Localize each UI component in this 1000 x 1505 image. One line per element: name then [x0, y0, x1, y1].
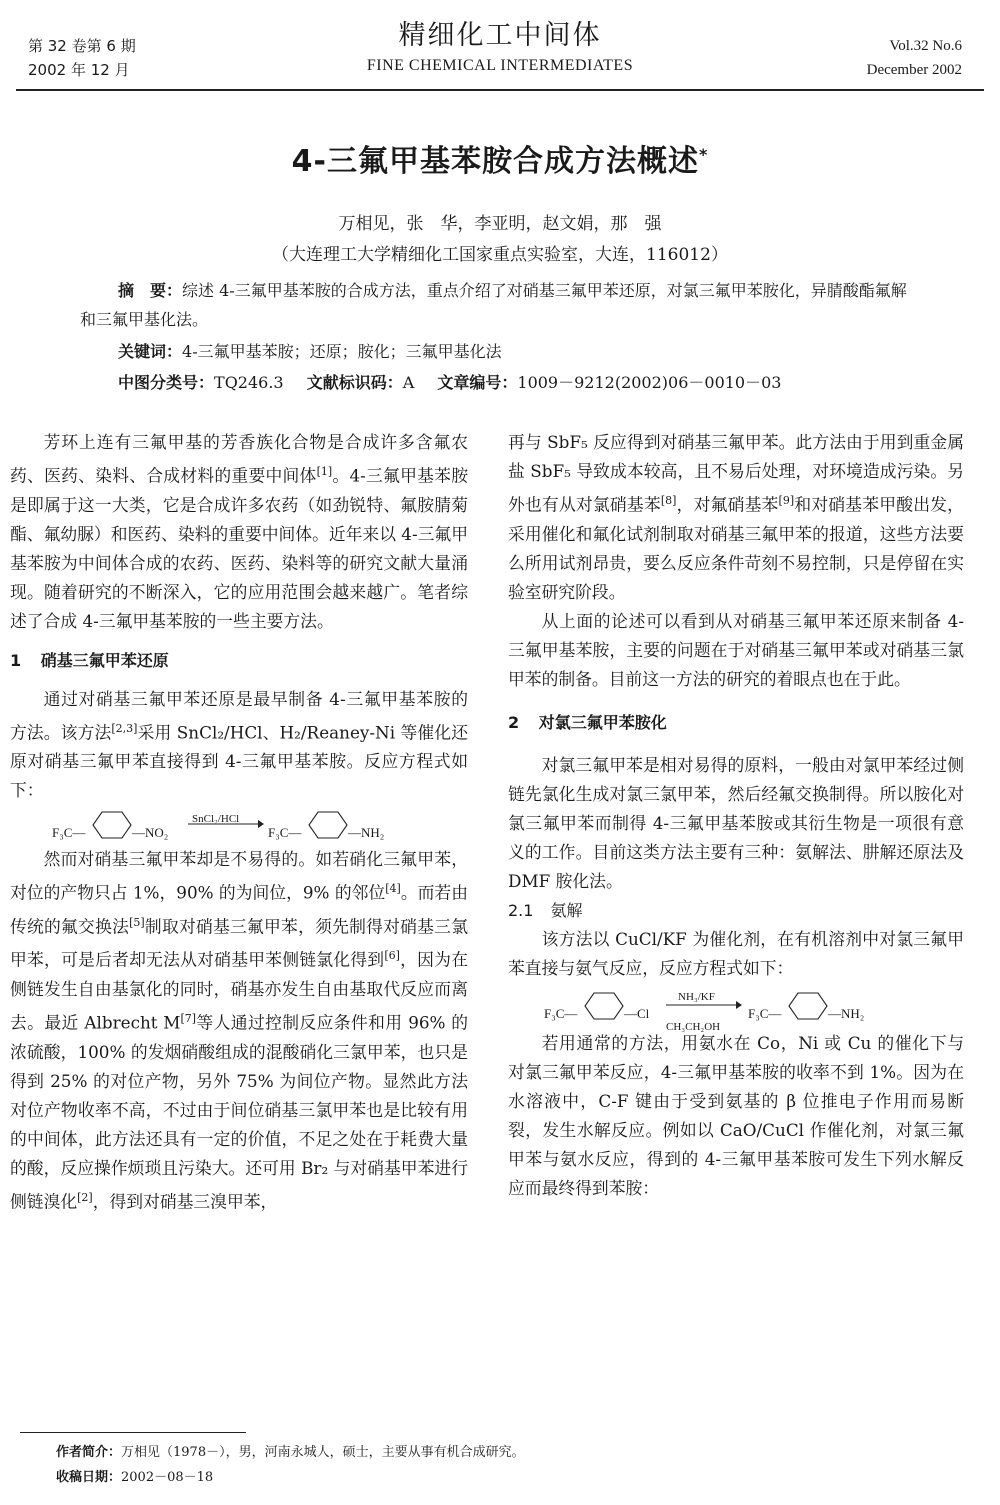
- eq1-product-group: —NH₂: [348, 825, 385, 841]
- articleno-value: 1009－9212(2002)06－0010－03: [517, 373, 782, 392]
- classification-line: [118, 371, 781, 395]
- s1p2-text-e: 等人通过控制反应条件和用 96% 的浓硫酸，100% 的发烟硝酸组成的混酸硝化三氯甲苯，也只是得到 25% 的对位产物，另外 75% 为间位产物。显然此方法对位产物收率不高，不过由于间位硝基三氯甲苯也是比较有用的中间体，此方法还具有一定的价值，不足之处在于耗费大量的酸，反应操作烦琐且污染大。还可用 Br₂ 与对硝基甲苯进行侧链溴化: [10, 1012, 469, 1212]
- journal-volume-en: [867, 34, 962, 82]
- ref-5: [5]: [129, 915, 145, 929]
- reaction-equation-1: [10, 805, 468, 845]
- subsection-2-1-heading: [508, 896, 964, 925]
- article-title-text: 4-三氟甲基苯胺合成方法概述: [291, 144, 699, 179]
- eq2-product-cf3: F₃C—: [748, 1005, 782, 1021]
- s1p2-text-d: ，因为在侧链发生自由基氯化的同时，硝基亦发生自由基取代反应而离去。最近 Albrecht M: [10, 949, 468, 1033]
- r1-text-b: ，对氟硝基苯: [676, 494, 779, 515]
- r1-text-a: 再与 SbF₅ 反应得到对硝基三氟甲苯。此方法由于用到重金属盐 SbF₅ 导致成本较高，且不易后处理，对环境造成污染。另外也有从对氯硝基苯: [508, 432, 964, 515]
- intro-text-2: 。4-三氟甲基苯胺是即属于这一大类，它是合成许多农药（如劲锐特、氟胺腈菊酯、氟幼脲）和医药、染料的重要中间体。近年来以 4-三氟甲基苯胺为中间体合成的农药、医药、染料等的研究文献大量涌现。随着研究的不断深入，它的应用范围会越来越广。笔者综述了合成 4-三氟甲基苯胺的一些主要方法。: [10, 465, 468, 631]
- section-1-paragraph-2: [10, 845, 468, 1216]
- eq1-reactant-group: —NO₂: [132, 825, 169, 841]
- eq1-reactant-cf3: F₃C—: [52, 825, 86, 841]
- journal-issue-info: [28, 34, 136, 82]
- affiliation: （大连理工大学精细化工国家重点实验室，大连，116012）: [272, 245, 728, 265]
- benzene-ring-icon: [788, 991, 828, 1021]
- right-column: [508, 428, 964, 1203]
- eq2-reagent-top: NH₃/KF: [678, 990, 715, 1003]
- ref-1: [1]: [316, 465, 333, 478]
- ref-9: [9]: [778, 494, 795, 507]
- summary-paragraph: 从上面的论述可以看到从对硝基三氟甲苯还原来制备 4-三氟甲基苯胺，主要的问题在于对硝基三氟甲苯或对硝基三氯甲苯的制备。目前这一方法的研究的着眼点也在于此。: [508, 610, 964, 689]
- left-column: [10, 428, 468, 1216]
- ref-4: [4]: [385, 882, 401, 896]
- s1p2-text-c: 制取对硝基三氟甲苯，须先制得对硝基三氯甲苯，可是后者却无法从对硝基甲苯侧链氯化得到: [10, 916, 468, 970]
- ref-6: [6]: [384, 949, 400, 963]
- section-2-title: 对氯三氟甲苯胺化: [538, 712, 667, 732]
- benzene-ring-icon: [308, 810, 348, 840]
- abstract: [80, 276, 920, 334]
- reaction-equation-2: [508, 983, 964, 1033]
- benzene-ring-icon: [92, 810, 132, 840]
- s1p2-text-a: 然而对硝基三氟甲苯却是不易得的。如若硝化三氟甲苯，对位的产物只占 1%，90% 的为间位，9% 的邻位: [10, 849, 468, 903]
- ref-7: [7]: [180, 1011, 197, 1025]
- section-1-heading: [10, 646, 468, 675]
- article-title: [0, 136, 1000, 180]
- abstract-label: 摘 要：: [118, 281, 183, 300]
- keywords: [118, 340, 502, 364]
- journal-name: [300, 18, 700, 78]
- author-list: 万相见，张 华，李亚明，赵文娟，那 强: [338, 214, 662, 234]
- received-date: [56, 1466, 213, 1490]
- section-2-number: 2: [508, 712, 520, 732]
- eq1-reagent: SnCl₂/HCl: [192, 813, 240, 826]
- intro-paragraph: [10, 428, 468, 636]
- subsection-2-1-paragraph-2: 若用通常的方法，用氨水在 Co，Ni 或 Cu 的催化下与对氯三氟甲苯反应，4-三氟甲基苯胺的收率不到 1%。因为在水溶液中，C-F 键由于受到氨基的 β 位推电子作用而易断裂，发生水解反应。例如以 CaO/CuCl 作催化剂，对氯三氟甲苯与氨水反应，得到的 4-三氟甲基苯胺可发生下列水解反应而最终得到苯胺：: [508, 1032, 964, 1198]
- subsection-2-1-number: 2.1: [508, 900, 534, 920]
- section-1-title: 硝基三氟甲苯还原: [40, 650, 169, 670]
- ref-8: [8]: [660, 494, 677, 507]
- author-note-label: 作者简介：: [56, 1445, 122, 1460]
- volume-issue: 第 32 卷第 6 期: [28, 37, 136, 55]
- journal-name-en: FINE CHEMICAL INTERMEDIATES: [366, 57, 634, 74]
- section-1-number: 1: [10, 650, 22, 670]
- clc-label: 中图分类号：: [118, 373, 215, 392]
- clc-value: TQ246.3: [214, 373, 284, 392]
- reaction-arrow-icon: [666, 1000, 742, 1010]
- author-note-text: 万相见（1978－），男，河南永城人，硕士，主要从事有机合成研究。: [121, 1445, 525, 1460]
- eq2-reagent-bottom: CH₃CH₂OH: [666, 1020, 721, 1033]
- header-rule: [16, 89, 984, 91]
- author-note: [56, 1441, 525, 1465]
- section-2-heading: [508, 708, 964, 737]
- subsection-2-1-paragraph-1: 该方法以 CuCl/KF 为催化剂，在有机溶剂中对氯三氟甲苯直接与氨气反应，反应方程式如下：: [508, 928, 964, 978]
- eq2-reactant-group: —Cl: [624, 1005, 650, 1021]
- section-2-paragraph-1: 对氯三氟甲苯是相对易得的原料，一般由对氯甲苯经过侧链先氯化生成对氯三氯甲苯，然后经氟交换制得。所以胺化对氯三氟甲苯而制得 4-三氟甲基苯胺或其衍生物是一项很有意义的工作。目前这类方法主要有三种：氨解法、肼解还原法及 DMF 胺化法。: [508, 754, 964, 891]
- eq1-product-cf3: F₃C—: [268, 825, 302, 841]
- r1-text-c: 和对硝基苯甲酸出发，采用催化和氟化试剂制取对硝基三氟甲苯的报道，这些方法要么所用试剂昂贵，要么反应条件苛刻不易控制，只是停留在实验室研究阶段。: [508, 494, 964, 602]
- articleno-label: 文章编号：: [437, 373, 518, 392]
- received-date-text: 2002－08－18: [121, 1470, 214, 1485]
- doccode-label: 文献标识码：: [306, 373, 403, 392]
- date-en: December 2002: [866, 62, 962, 78]
- section-1-paragraph-1: [10, 685, 468, 806]
- benzene-ring-icon: [584, 991, 624, 1021]
- keywords-text: 4-三氟甲基苯胺；还原；胺化；三氟甲基化法: [182, 342, 502, 361]
- footnote-rule: [20, 1432, 246, 1433]
- issue-date: 2002 年 12 月: [28, 61, 130, 79]
- ref-2-3: [2,3]: [111, 721, 138, 735]
- title-footnote-mark: *: [698, 145, 709, 164]
- ref-2b: [2]: [77, 1190, 93, 1204]
- doccode-value: A: [402, 373, 415, 392]
- s1p2-text-f: ，得到对硝基三溴甲苯，: [92, 1191, 278, 1212]
- keywords-label: 关键词：: [118, 342, 183, 361]
- eq2-reactant-cf3: F₃C—: [544, 1005, 578, 1021]
- s1p1-text-a: 通过对硝基三氟甲苯还原是最早制备 4-三氟甲基苯胺的方法。该方法: [10, 688, 468, 743]
- s1p1-text-b: 采用 SnCl₂/HCl、H₂/Reaney-Ni 等催化还原对硝基三氟甲苯直接得到 4-三氟甲基苯胺。反应方程式如下：: [10, 722, 468, 801]
- continued-paragraph: [508, 428, 964, 607]
- abstract-text: 综述 4-三氟甲基苯胺的合成方法，重点介绍了对硝基三氟甲苯还原，对氯三氟甲苯胺化，异腈酸酯氟解和三氟甲基化法。: [80, 281, 907, 329]
- journal-name-cn: 精细化工中间体: [398, 20, 602, 51]
- eq2-product-group: —NH₂: [828, 1005, 865, 1021]
- reaction-arrow-icon: [188, 819, 264, 829]
- received-date-label: 收稿日期：: [56, 1470, 122, 1485]
- volume-en: Vol.32 No.6: [889, 38, 962, 54]
- intro-text-1: 芳环上连有三氟甲基的芳香族化合物是合成许多含氟农药、医药、染料、合成材料的重要中间体: [10, 432, 468, 486]
- s1p2-text-b: 。而若由传统的氟交换法: [10, 882, 468, 937]
- subsection-2-1-title: 氨解: [550, 900, 583, 920]
